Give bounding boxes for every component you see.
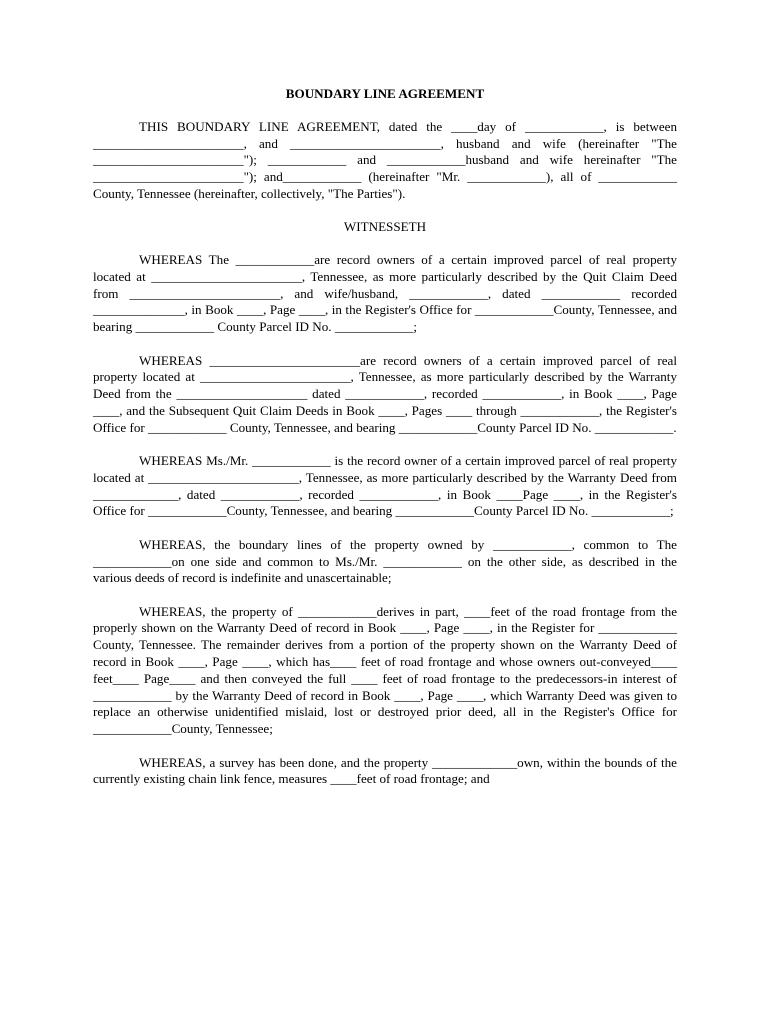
witnesseth-heading: WITNESSETH	[343, 218, 427, 234]
whereas-paragraph-6: WHEREAS, a survey has been done, and the property _____________own, within the bounds of the currently existing chain link fence, measures ____feet of road frontage; and	[93, 754, 677, 787]
document-title: BOUNDARY LINE AGREEMENT	[285, 86, 485, 101]
intro-paragraph: THIS BOUNDARY LINE AGREEMENT, dated the ____day of ____________, is between _______________________, and _______________________, husband and wife (hereinafter "The _______________________"); ____________ and ____________husband and wife hereinafter "The _______________________"); and____________ (hereinafter "Mr. ____________), all of ____________ County, Tennessee (hereinafter, collectively, "The Parties").	[93, 118, 677, 201]
whereas-paragraph-2: WHEREAS _______________________are record owners of a certain improved parcel of real property located at _______________________, Tennessee, as more particularly described by the Warranty Deed from the ____________________ dated ____________, recorded ____________, in Book ____, Page ____, and the Subsequent Quit Claim Deeds in Book ____, Pages ____ through ____________, the Register's Office for ____________ County, Tennessee, and bearing ____________County Parcel ID No. ____________.	[93, 352, 677, 435]
whereas-paragraph-3: WHEREAS Ms./Mr. ____________ is the record owner of a certain improved parcel of real property located at _______________________, Tennessee, as more particularly described by the Warranty Deed from _____________, dated ____________, recorded ____________, in Book ____Page ____, in the Register's Office for ____________County, Tennessee, and bearing ____________County Parcel ID No. ____________;	[93, 453, 677, 519]
document-page	[93, 86, 677, 805]
whereas-paragraph-4: WHEREAS, the boundary lines of the property owned by ____________, common to The ____________on one side and common to Ms./Mr. ____________ on the other side, as described in the various deeds of record is indefinite and unascertainable;	[93, 536, 677, 586]
whereas-paragraph-1: WHEREAS The ____________are record owners of a certain improved parcel of real property located at _______________________, Tennessee, as more particularly described by the Quit Claim Deed from _______________________, and wife/husband, ____________, dated ____________ recorded ______________, in Book ____, Page ____, in the Register's Office for ____________County, Tennessee, and bearing ____________ County Parcel ID No. ____________;	[93, 252, 677, 335]
whereas-paragraph-5: WHEREAS, the property of ____________derives in part, ____feet of the road frontage from the properly shown on the Warranty Deed of record in Book ____, Page ____, in the Register for ____________ County, Tennessee. The remainder derives from a portion of the property shown on the Warranty Deed of record in Book ____, Page ____, which has____ feet of road frontage and whose owners out-conveyed____ feet____ Page____ and then conveyed the full ____ feet of road frontage to the predecessors-in interest of ____________ by the Warranty Deed of record in Book ____, Page ____, which Warranty Deed was given to replace an otherwise unidentified mislaid, lost or destroyed prior deed, all in the Register's Office for ____________County, Tennessee;	[93, 603, 677, 737]
